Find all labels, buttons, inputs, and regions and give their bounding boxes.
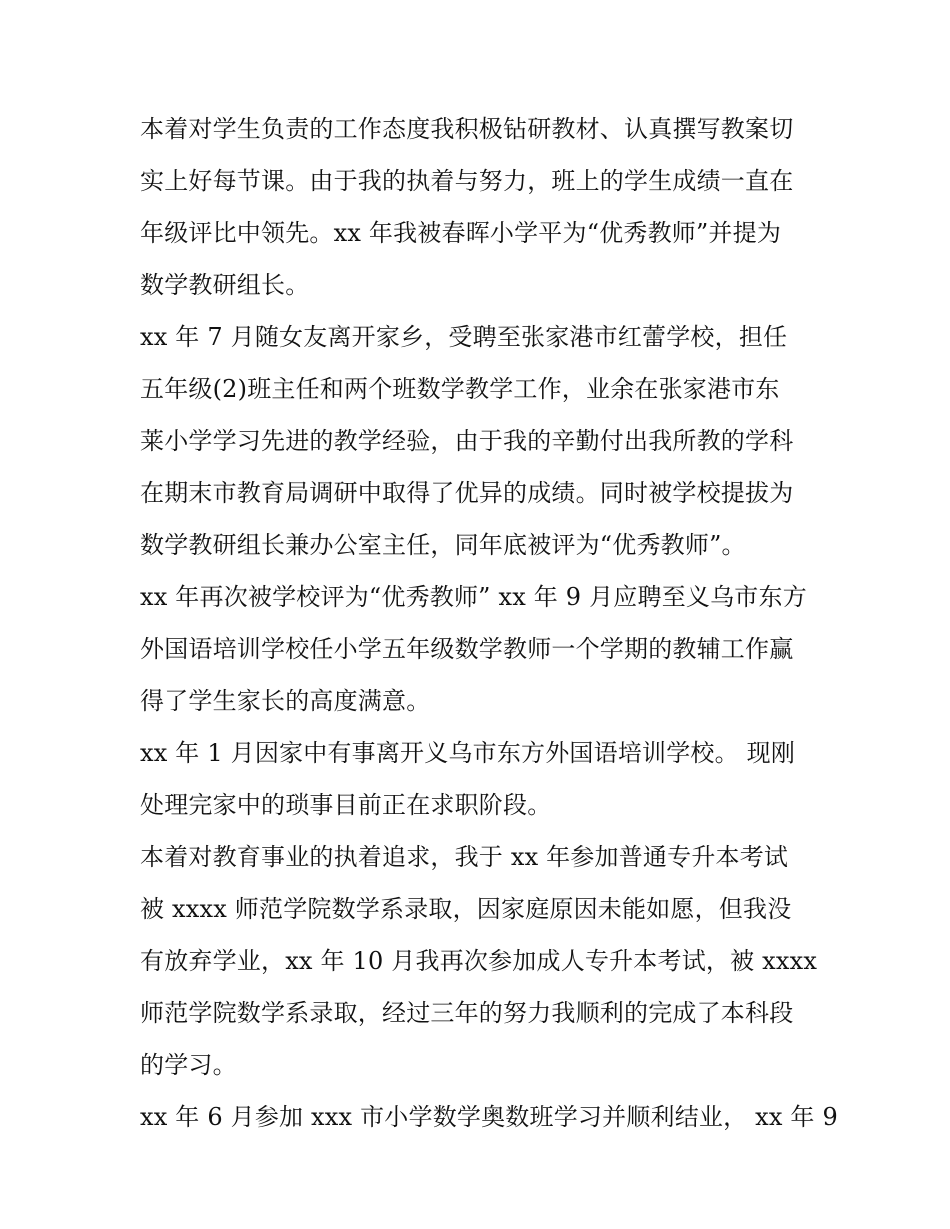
text-line-20: xx 年 6 月参加 xxx 市小学数学奥数班学习并顺利结业， xx 年 9 [140, 1103, 838, 1131]
text-line-18: 师范学院数学系录取，经过三年的努力我顺利的完成了本科段 [140, 999, 794, 1027]
text-line-2: 实上好每节课。由于我的执着与努力，班上的学生成绩一直在 [140, 167, 794, 195]
text-line-12: 得了学生家长的高度满意。 [140, 687, 431, 715]
text-line-1: 本着对学生负责的工作态度我积极钻研教材、认真撰写教案切 [140, 115, 794, 143]
text-line-5: xx 年 7 月随女友离开家乡，受聘至张家港市红蕾学校，担任 [140, 323, 788, 351]
text-line-13: xx 年 1 月因家中有事离开义乌市东方外国语培训学校。 现刚 [140, 739, 796, 767]
document-body [140, 103, 838, 1143]
text-line-4: 数学教研组长。 [140, 271, 310, 299]
text-line-15: 本着对教育事业的执着追求，我于 xx 年参加普通专升本考试 [140, 843, 789, 871]
text-line-19: 的学习。 [140, 1051, 237, 1079]
text-line-17: 有放弃学业，xx 年 10 月我再次参加成人专升本考试，被 xxxx [140, 947, 818, 975]
text-line-14: 处理完家中的琐事目前正在求职阶段。 [140, 791, 552, 819]
text-line-9: 数学教研组长兼办公室主任，同年底被评为“优秀教师”。 [140, 531, 746, 559]
text-line-7: 莱小学学习先进的教学经验，由于我的辛勤付出我所教的学科 [140, 427, 794, 455]
text-line-6: 五年级(2)班主任和两个班数学教学工作，业余在张家港市东 [140, 375, 780, 403]
text-line-10: xx 年再次被学校评为“优秀教师” xx 年 9 月应聘至义乌市东方 [140, 583, 807, 611]
text-line-11: 外国语培训学校任小学五年级数学教师一个学期的教辅工作赢 [140, 635, 794, 663]
text-line-8: 在期末市教育局调研中取得了优异的成绩。同时被学校提拔为 [140, 479, 794, 507]
text-line-16: 被 xxxx 师范学院数学系录取，因家庭原因未能如愿，但我没 [140, 895, 792, 923]
text-line-3: 年级评比中领先。xx 年我被春晖小学平为“优秀教师”并提为 [140, 219, 782, 247]
